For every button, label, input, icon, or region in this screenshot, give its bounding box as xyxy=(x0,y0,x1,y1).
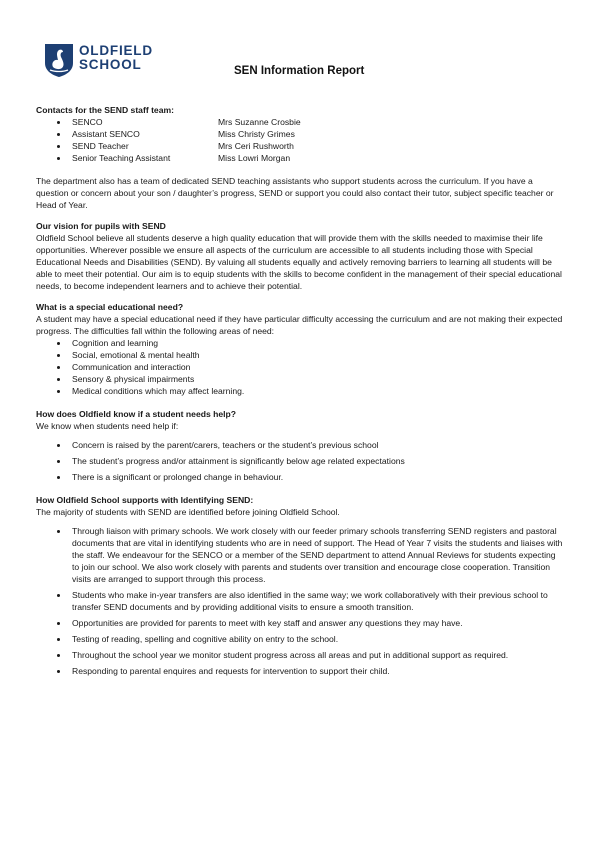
contact-item xyxy=(36,140,564,152)
contact-role: SEND Teacher xyxy=(72,141,129,151)
swan-shield-icon xyxy=(44,43,74,78)
contact-item xyxy=(36,116,564,128)
logo-wordmark xyxy=(79,44,153,72)
contact-role: Senior Teaching Assistant xyxy=(72,153,171,163)
contact-item xyxy=(36,152,564,164)
page-title: SEN Information Report xyxy=(234,65,365,77)
contacts-heading: Contacts for the SEND staff team: xyxy=(36,105,174,115)
list-item: Students who make in-year transfers are also identified in the same way; we work collaboratively with their previous school to transfer SEND documents and by providing additional visits to ensure a smooth transition. xyxy=(36,589,564,613)
list-item: Testing of reading, spelling and cognitive ability on entry to the school. xyxy=(36,633,564,645)
special-need-heading: What is a special educational need? xyxy=(36,302,184,312)
list-item: Medical conditions which may affect learning. xyxy=(36,385,564,397)
contact-role: SENCO xyxy=(72,117,103,127)
areas-of-need-list xyxy=(36,337,564,397)
list-item: Sensory & physical impairments xyxy=(36,373,564,385)
logo-line-1: OLDFIELD xyxy=(79,43,153,58)
list-item: Concern is raised by the parent/carers, teachers or the student’s previous school xyxy=(36,439,564,451)
vision-paragraph: Oldfield School believe all students deserve a high quality education that will provide them with the skills needed to maximise their life opportunities. Wherever possible we ensure all aspects of the curriculum are accessible to all students including those with Special Educational Needs and Disabilities (SEND). By valuing all students equally and actively removing barriers to learning all students will be able to meet their potential. Our aim is to equip students with the skills to become confident in the management of their special educational needs, to become independent learners and to achieve their potential. xyxy=(36,233,562,291)
list-item: Social, emotional & mental health xyxy=(36,349,564,361)
know-help-heading: How does Oldfield know if a student needs help? xyxy=(36,409,237,419)
vision-heading: Our vision for pupils with SEND xyxy=(36,221,166,231)
school-logo xyxy=(44,43,174,79)
list-item: Throughout the school year we monitor student progress across all areas and put in additional support as required. xyxy=(36,649,564,661)
list-item: Through liaison with primary schools. We work closely with our feeder primary schools transferring SEND registers and pastoral documents that are vital in identifying students who are in need of support. The Head of Year 7 visits the students and liaises with the staff. We endeavour for the SENCO or a member of the SEND department to attend Annual Reviews for students expecting to join our school. We also work closely with parents and students over transition and encourage close cooperation. Transition visits are arranged to support through this process. xyxy=(36,525,564,585)
know-help-paragraph: We know when students need help if: xyxy=(36,421,179,431)
contact-name: Miss Lowri Morgan xyxy=(218,153,291,163)
supports-list xyxy=(36,525,564,677)
supports-paragraph: The majority of students with SEND are identified before joining Oldfield School. xyxy=(36,507,340,517)
list-item: Communication and interaction xyxy=(36,361,564,373)
contact-role: Assistant SENCO xyxy=(72,129,140,139)
supports-heading: How Oldfield School supports with Identifying SEND: xyxy=(36,495,254,505)
list-item: Cognition and learning xyxy=(36,337,564,349)
logo-line-2: SCHOOL xyxy=(79,57,142,72)
contact-name: Miss Christy Grimes xyxy=(218,129,295,139)
special-need-paragraph: A student may have a special educational need if they have particular difficulty accessing the curriculum and are not making their expected progress. The difficulties fall within the following areas of need: xyxy=(36,314,563,336)
list-item: Opportunities are provided for parents to meet with key staff and answer any questions they may have. xyxy=(36,617,564,629)
contact-name: Mrs Suzanne Crosbie xyxy=(218,117,301,127)
contact-name: Mrs Ceri Rushworth xyxy=(218,141,294,151)
help-indicators-list xyxy=(36,439,564,483)
list-item: The student’s progress and/or attainment is significantly below age related expectations xyxy=(36,455,564,467)
contact-item xyxy=(36,128,564,140)
contacts-list xyxy=(36,116,564,164)
report-body xyxy=(36,104,564,681)
intro-paragraph: The department also has a team of dedicated SEND teaching assistants who support students across the curriculum. If you have a question or concern about your son / daughter’s progress, SEND or support you could also contact their tutor, subject specific teacher or Head of Year. xyxy=(36,176,554,210)
list-item: Responding to parental enquires and requests for intervention to support their child. xyxy=(36,665,564,677)
list-item: There is a significant or prolonged change in behaviour. xyxy=(36,471,564,483)
